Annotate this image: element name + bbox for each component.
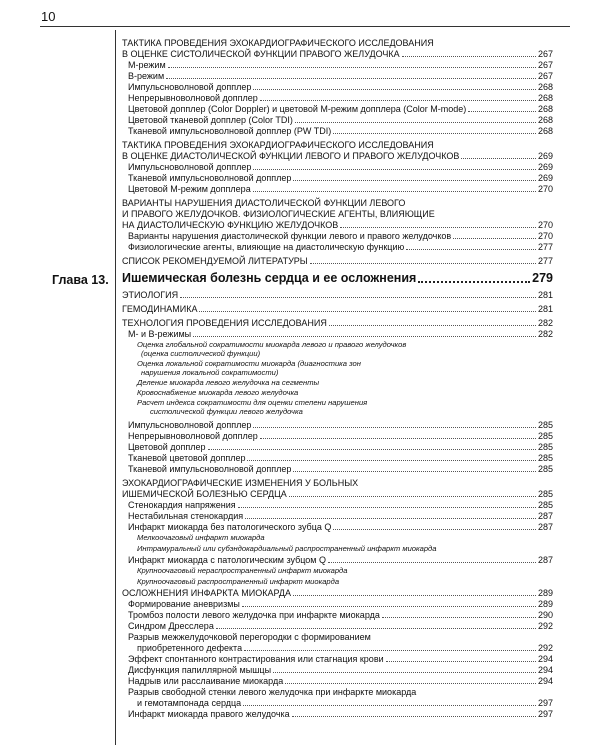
toc-entry-page: 294 <box>537 665 553 675</box>
toc-entry-title: Оценка локальной сократимости миокарда (диагностика зон <box>137 359 361 368</box>
toc-entry[interactable] <box>122 301 553 314</box>
toc-entry-page: 269 <box>537 151 553 161</box>
toc-entry-title: систолической функции левого желудочка <box>150 407 303 416</box>
toc-entry-title: Мелкоочаговый инфаркт миокарда <box>137 533 265 542</box>
toc-entry-title: Надрыв или расслаивание миокарда <box>128 676 284 686</box>
toc-entry[interactable] <box>128 706 553 719</box>
toc-entry-title: и гемотампонада сердца <box>137 698 242 708</box>
toc-entry-page: 292 <box>537 621 553 631</box>
toc-entry-page: 281 <box>537 304 553 314</box>
toc-entry-title: Нестабильная стенокардия <box>128 511 244 521</box>
toc-entry-title: Эффект спонтанного контрастирования или стагнация крови <box>128 654 384 664</box>
leader-dots <box>406 249 536 250</box>
toc-entry-title: Физиологические агенты, влияющие на диастолическую функцию <box>128 242 405 252</box>
toc-entry-title: ГЕМОДИНАМИКА <box>122 304 198 314</box>
toc-entry-page: 285 <box>537 420 553 430</box>
toc-entry-page: 282 <box>537 329 553 339</box>
toc-entry-page: 289 <box>537 599 553 609</box>
toc-entry-title: ТАКТИКА ПРОВЕДЕНИЯ ЭХОКАРДИОГРАФИЧЕСКОГО ИССЛЕДОВАНИЯ <box>122 38 434 48</box>
header-rule <box>40 26 570 27</box>
toc-entry-page: 285 <box>537 453 553 463</box>
toc-entry-title: Разрыв свободной стенки левого желудочка при инфаркте миокарда <box>128 687 417 697</box>
toc-entry-title: В ОЦЕНКЕ ДИАСТОЛИЧЕСКОЙ ФУНКЦИИ ЛЕВОГО И ПРАВОГО ЖЕЛУДОЧКОВ <box>122 151 460 161</box>
toc-entry-title: Разрыв межжелудочковой перегородки с формированием <box>128 632 371 642</box>
toc-entry-title: Импульсноволновой допплер <box>128 162 252 172</box>
toc-entry-page: 287 <box>537 511 553 521</box>
toc-entry-title: ВАРИАНТЫ НАРУШЕНИЯ ДИАСТОЛИЧЕСКОЙ ФУНКЦИИ ЛЕВОГО <box>122 198 406 208</box>
toc-entry[interactable] <box>150 404 553 417</box>
toc-entry-page: 285 <box>537 500 553 510</box>
toc-entry-title: В ОЦЕНКЕ СИСТОЛИЧЕСКОЙ ФУНКЦИИ ПРАВОГО ЖЕЛУДОЧКА <box>122 49 400 59</box>
toc-entry-page: 294 <box>537 676 553 686</box>
toc-entry-page: 297 <box>537 709 553 719</box>
toc-entry-title: М-режим <box>128 60 166 70</box>
toc-entry-page: 281 <box>537 290 553 300</box>
toc-entry-title: Тканевой импульсноволновой допплер <box>128 464 292 474</box>
toc-entry-title: Импульсноволновой допплер <box>128 420 252 430</box>
toc-entry-title: Варианты нарушения диастолической функции левого и правого желудочков <box>128 231 452 241</box>
leader-dots <box>293 471 536 472</box>
toc-entry-page: 294 <box>537 654 553 664</box>
toc-entry-title: Расчет индекса сократимости для оценки степени нарушения <box>137 398 368 407</box>
toc-entry-page: 268 <box>537 82 553 92</box>
toc-entry-page: 277 <box>537 242 553 252</box>
toc-entry-title: НА ДИАСТОЛИЧЕСКУЮ ФУНКЦИЮ ЖЕЛУДОЧКОВ <box>122 220 339 230</box>
toc-entry-title: Кровоснабжение миокарда левого желудочка <box>137 388 299 397</box>
toc-entry-title: И ПРАВОГО ЖЕЛУДОЧКОВ. ФИЗИОЛОГИЧЕСКИЕ АГЕНТЫ, ВЛИЯЮЩИЕ <box>122 209 435 219</box>
toc-entry-page: 268 <box>537 93 553 103</box>
toc-entry-title: Импульсноволновой допплер <box>128 82 252 92</box>
toc-entry-title: ТАКТИКА ПРОВЕДЕНИЯ ЭХОКАРДИОГРАФИЧЕСКОГО ИССЛЕДОВАНИЯ <box>122 140 434 150</box>
toc-entry-title: Крупноочаговый распространенный инфаркт миокарда <box>137 577 340 586</box>
toc-entry-page: 267 <box>537 60 553 70</box>
toc-entry-page: 282 <box>537 318 553 328</box>
toc-entry-title: Тромбоз полости левого желудочка при инфаркте миокарда <box>128 610 380 620</box>
toc-entry-page: 268 <box>537 104 553 114</box>
toc-entry[interactable] <box>122 287 553 300</box>
toc-entry-title: Ишемическая болезнь сердца и ее осложнения <box>122 271 417 285</box>
toc-entry-title: Оценка глобальной сократимости миокарда левого и правого желудочков <box>137 340 407 349</box>
toc-entry-title: Инфаркт миокарда без патологического зубца Q <box>128 522 332 532</box>
toc-entry-title: Стенокардия напряжения <box>128 500 236 510</box>
toc-entry-page: 268 <box>537 115 553 125</box>
toc-entry-title: (оценка систолической функции) <box>141 349 261 358</box>
toc-entry[interactable] <box>128 239 553 252</box>
toc-entry-title: Интрамуральный или субэндокардиальный распространенный инфаркт миокарда <box>137 544 437 553</box>
toc-entry-title: Тканевой цветовой допплер <box>128 453 246 463</box>
toc-entry[interactable] <box>122 253 553 266</box>
toc-entry-page: 287 <box>537 522 553 532</box>
toc-entry-title: В-режим <box>128 71 165 81</box>
toc-entry-title: Формирование аневризмы <box>128 599 240 609</box>
toc-entry-title: Цветовой допплер <box>128 442 206 452</box>
leader-dots <box>199 311 536 312</box>
toc-entry-title: Цветовой допплер (Color Doppler) и цветовой М-режим допплера (Color M-mode) <box>128 104 467 114</box>
toc-entry-page: 270 <box>537 220 553 230</box>
toc-entry-page: 289 <box>537 588 553 598</box>
toc-entry-page: 269 <box>537 173 553 183</box>
toc-entry-title: Цветовой тканевой допплер (Color TDI) <box>128 115 293 125</box>
toc-entry-title: ИШЕМИЧЕСКОЙ БОЛЕЗНЬЮ СЕРДЦА <box>122 489 287 499</box>
toc-entry-page: 292 <box>537 643 553 653</box>
leader-dots <box>292 716 536 717</box>
toc-entry-title: Дисфункция папиллярной мышцы <box>128 665 272 675</box>
toc-entry-title: приобретенного дефекта <box>137 643 243 653</box>
leader-dots <box>310 263 536 264</box>
toc-entry-title: нарушения локальной сократимости) <box>141 368 279 377</box>
toc-entry-page: 287 <box>537 555 553 565</box>
toc-entry-title: СПИСОК РЕКОМЕНДУЕМОЙ ЛИТЕРАТУРЫ <box>122 256 308 266</box>
toc-entry-title: ОСЛОЖНЕНИЯ ИНФАРКТА МИОКАРДА <box>122 588 291 598</box>
toc-entry-title: Деление миокарда левого желудочка на сегменты <box>137 378 320 387</box>
toc-entry-title: Крупноочаговый нераспространенный инфаркт миокарда <box>137 566 348 575</box>
toc-entry-page: 268 <box>537 126 553 136</box>
toc-entry-page: 279 <box>532 271 553 285</box>
leader-dots <box>253 191 536 192</box>
toc-entry-page: 277 <box>537 256 553 266</box>
toc-entry-title: М- и В-режимы <box>128 329 192 339</box>
toc-entry-title: Непрерывноволновой допплер <box>128 431 258 441</box>
toc-entry-page: 290 <box>537 610 553 620</box>
toc-entry[interactable] <box>128 461 553 474</box>
toc-entry-title: Синдром Дресслера <box>128 621 214 631</box>
toc-entry-title: Инфаркт миокарда правого желудочка <box>128 709 290 719</box>
toc-entry-page: 285 <box>537 489 553 499</box>
chapter-heading[interactable] <box>122 270 553 286</box>
toc-entry-page: 267 <box>537 71 553 81</box>
toc-entry-page: 297 <box>537 698 553 708</box>
toc-entry-title: ЭХОКАРДИОГРАФИЧЕСКИЕ ИЗМЕНЕНИЯ У БОЛЬНЫХ <box>122 478 359 488</box>
column-divider <box>115 30 116 745</box>
toc-entry-page: 270 <box>537 184 553 194</box>
toc-entry[interactable] <box>128 123 553 136</box>
toc-entry-title: Цветовой М-режим допплера <box>128 184 251 194</box>
toc-entry-title: Инфаркт миокарда с патологическим зубцом Q <box>128 555 326 565</box>
toc-entry-title: ЭТИОЛОГИЯ <box>122 290 179 300</box>
leader-dots <box>333 133 536 134</box>
toc-entry-page: 285 <box>537 464 553 474</box>
toc-entry[interactable] <box>128 181 553 194</box>
toc-entry-page: 270 <box>537 231 553 241</box>
toc-entry-page: 269 <box>537 162 553 172</box>
page-number: 10 <box>41 9 56 24</box>
leader-dots <box>180 297 536 298</box>
toc-entry-page: 267 <box>537 49 553 59</box>
chapter-label: Глава 13. <box>52 273 109 287</box>
toc-entry-title: Тканевой импульсноволновой допплер (PW TDI) <box>128 126 332 136</box>
toc-entry-page: 285 <box>537 442 553 452</box>
toc-entry-page: 285 <box>537 431 553 441</box>
toc-entry-title: ТЕХНОЛОГИЯ ПРОВЕДЕНИЯ ИССЛЕДОВАНИЯ <box>122 318 327 328</box>
toc-entry-title: Тканевой импульсноволновой допплер <box>128 173 292 183</box>
leader-dots <box>418 281 530 283</box>
toc-entry-title: Непрерывноволновой допплер <box>128 93 258 103</box>
